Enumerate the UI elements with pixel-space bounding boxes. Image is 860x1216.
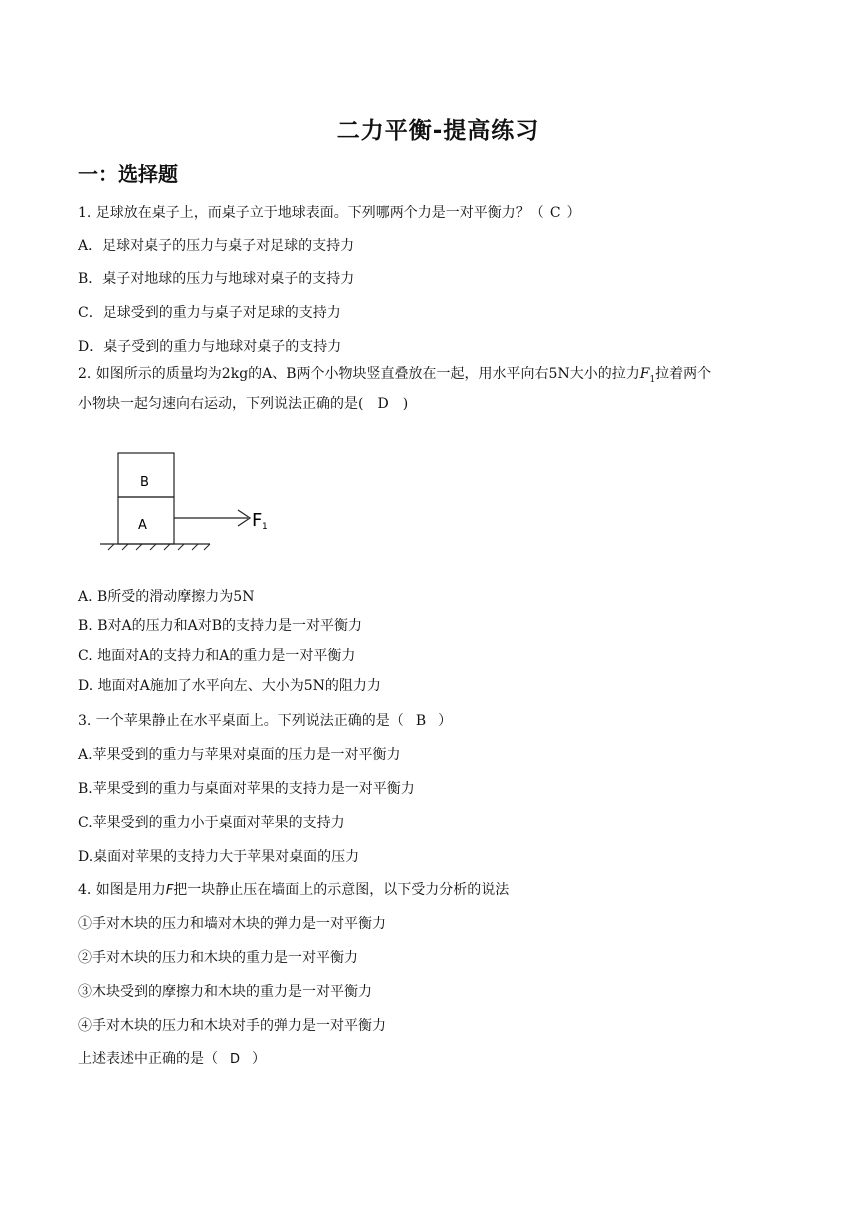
question-2-stem-line1 — [78, 365, 711, 389]
section-heading: 一：选择题 — [78, 162, 178, 186]
question-4-statement-4: ④手对木块的压力和木块对手的弹力是一对平衡力 — [78, 1018, 386, 1034]
question-4-statement-2: ②手对木块的压力和木块的重力是一对平衡力 — [78, 950, 358, 966]
question-1-stem — [78, 204, 581, 222]
question-2-text: 2. 如图所示的质量均为2kg的A、B两个小物块竖直叠放在一起，用水平向右5N大小的拉力 — [78, 366, 640, 382]
force-label: F — [252, 510, 263, 531]
question-1-option-a: A．足球对桌子的压力与桌子对足球的支持力 — [78, 238, 355, 254]
question-1-text-end: ） — [566, 205, 581, 221]
question-2-answer: D — [377, 396, 389, 412]
force-subscript: 1 — [649, 374, 656, 385]
question-3-option-c: C.苹果受到的重力小于桌面对苹果的支持力 — [78, 815, 345, 831]
question-4-answer: D — [230, 1052, 241, 1067]
question-4-conclusion-text: 上述表述中正确的是（ — [78, 1051, 218, 1067]
block-a-label: A — [138, 518, 147, 533]
question-2-stem-line2 — [78, 395, 408, 413]
force-label-subscript: 1 — [262, 522, 268, 532]
question-1-answer: C — [549, 205, 561, 221]
question-3-option-d: D.桌面对苹果的支持力大于苹果对桌面的压力 — [78, 849, 360, 865]
question-2-option-a: A. B所受的滑动摩擦力为5N — [78, 589, 255, 605]
question-3-option-a: A.苹果受到的重力与苹果对桌面的压力是一对平衡力 — [78, 747, 401, 763]
question-3-text: 3. 一个苹果静止在水平桌面上。下列说法正确的是（ — [78, 713, 404, 729]
question-4-stem — [78, 881, 509, 900]
question-4-statement-1: ①手对木块的压力和墙对木块的弹力是一对平衡力 — [78, 916, 386, 932]
force-symbol: F — [639, 366, 650, 382]
question-3-stem — [78, 712, 452, 730]
question-3-option-b: B.苹果受到的重力与桌面对苹果的支持力是一对平衡力 — [78, 781, 415, 797]
question-4-text: 4. 如图是用力 — [78, 882, 166, 898]
force-f-symbol: F — [165, 883, 174, 898]
question-2-text-end: ) — [402, 396, 409, 412]
question-2-option-b: B. B对A的压力和A对B的支持力是一对平衡力 — [78, 618, 362, 634]
question-1-option-d: D．桌子受到的重力与地球对桌子的支持力 — [78, 339, 342, 355]
block-b-label: B — [140, 475, 149, 490]
question-2-option-d: D. 地面对A施加了水平向左、大小为5N的阻力力 — [78, 678, 381, 694]
question-1-option-b: B．桌子对地球的压力与地球对桌子的支持力 — [78, 271, 355, 287]
question-4-conclusion-end: ） — [252, 1051, 267, 1067]
question-1-text: 1. 足球放在桌子上，而桌子立于地球表面。下列哪两个力是一对平衡力？（ — [78, 205, 544, 221]
ground-hatching — [108, 544, 210, 550]
document-title: 二力平衡-提高练习 — [336, 118, 540, 144]
question-3-answer: B — [415, 713, 427, 729]
question-4-text-cont: 把一块静止压在墙面上的示意图，以下受力分析的说法 — [173, 882, 510, 898]
question-1-option-c: C．足球受到的重力与桌子对足球的支持力 — [78, 305, 341, 321]
blocks-figure — [100, 448, 280, 558]
question-2-text-line2: 小物块一起匀速向右运动，下列说法正确的是( — [78, 396, 364, 412]
question-4-statement-3: ③木块受到的摩擦力和木块的重力是一对平衡力 — [78, 984, 372, 1000]
question-2-option-c: C. 地面对A的支持力和A的重力是一对平衡力 — [78, 648, 356, 664]
question-4-conclusion — [78, 1050, 266, 1069]
question-3-text-end: ） — [438, 713, 453, 729]
question-2-text-cont: 拉着两个 — [655, 366, 712, 382]
